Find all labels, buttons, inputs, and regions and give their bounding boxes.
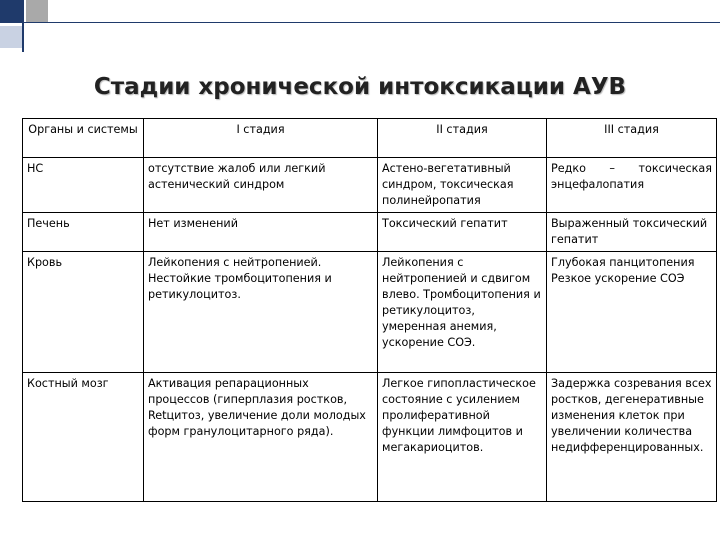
- deco-line-horizontal: [0, 22, 720, 23]
- header-stage-1: I стадия: [144, 119, 378, 158]
- cell-stage-1: Активация репарационных процессов (гиперплазия ростков, Retцитоз, увеличение доли молодых форм гранулоцитарного ряда).: [144, 373, 378, 502]
- cell-stage-3: Глубокая панцитопения Резкое ускорение СОЭ: [547, 252, 717, 373]
- header-organs: Органы и системы: [23, 119, 144, 158]
- cell-stage-3: Выраженный токсический гепатит: [547, 213, 717, 252]
- table-row: [23, 373, 717, 502]
- cell-stage-1: Нет изменений: [144, 213, 378, 252]
- cell-stage-3: Задержка созревания всех ростков, дегенеративные изменения клеток при увеличении количества недифференцированных.: [547, 373, 717, 502]
- deco-square-gray: [26, 0, 48, 22]
- header-stage-2: II стадия: [378, 119, 547, 158]
- table-row: [23, 252, 717, 373]
- cell-organ: НС: [23, 158, 144, 213]
- deco-line-vertical: [22, 0, 24, 52]
- page-title: Стадии хронической интоксикации АУВ: [93, 74, 627, 100]
- cell-stage-2: Токсический гепатит: [378, 213, 547, 252]
- cell-stage-2: Легкое гипопластическое состояние с усилением пролиферативной функции лимфоцитов и мегакариоцитов.: [378, 373, 547, 502]
- deco-square-navy: [0, 0, 22, 22]
- cell-stage-3: Редко – токсическая энцефалопатия: [547, 158, 717, 213]
- deco-square-light: [0, 26, 22, 48]
- stages-table: [22, 118, 717, 502]
- table-row: [23, 213, 717, 252]
- cell-stage-2: Лейкопения с нейтропенией и сдвигом влево. Тромбоцитопения и ретикулоцитоз, умеренная анемия, ускорение СОЭ.: [378, 252, 547, 373]
- header-stage-3: III стадия: [547, 119, 717, 158]
- cell-stage-2: Астено-вегетативный синдром, токсическая полинейропатия: [378, 158, 547, 213]
- cell-organ: Печень: [23, 213, 144, 252]
- cell-stage-1: отсутствие жалоб или легкий астенический синдром: [144, 158, 378, 213]
- cell-organ: Кровь: [23, 252, 144, 373]
- cell-organ: Костный мозг: [23, 373, 144, 502]
- table-header-row: [23, 119, 717, 158]
- cell-stage-1: Лейкопения с нейтропенией. Нестойкие тромбоцитопения и ретикулоцитоз.: [144, 252, 378, 373]
- table-row: [23, 158, 717, 213]
